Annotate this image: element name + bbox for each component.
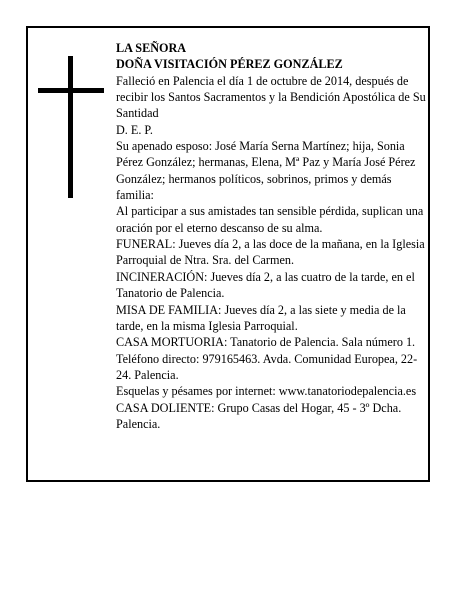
title-line-1: LA SEÑORA <box>116 41 187 55</box>
family-list: Su apenado esposo: José María Serna Martínez; hija, Sonia Pérez González; hermanas, Elena, Mª Paz y María José Pérez González; hermanos políticos, sobrinos, primos y demás familia: <box>116 139 416 203</box>
funeral-home-info: CASA MORTUORIA: Tanatorio de Palencia. Sala número 1. Teléfono directo: 979165463. Avda. Comunidad Europea, 22-24. Palencia. <box>116 335 418 382</box>
dep-line: D. E. P. <box>116 122 153 137</box>
notice-text <box>116 40 428 432</box>
cross-horizontal-bar <box>38 88 104 93</box>
family-home-info: CASA DOLIENTE: Grupo Casas del Hogar, 45 - 3º Dcha. Palencia. <box>116 400 402 431</box>
death-announcement: Falleció en Palencia el día 1 de octubre de 2014, después de recibir los Santos Sacramentos y la Bendición Apostólica de Su Santidad <box>116 73 426 121</box>
prayer-request: Al participar a sus amistades tan sensible pérdida, suplican una oración por el eterno descanso de su alma. <box>116 204 424 235</box>
family-mass-info: MISA DE FAMILIA: Jueves día 2, a las siete y media de la tarde, en la misma Iglesia Parroquial. <box>116 302 406 333</box>
cremation-info: INCINERACIÓN: Jueves día 2, a las cuatro de la tarde, en el Tanatorio de Palencia. <box>116 269 415 301</box>
deceased-name: DOÑA VISITACIÓN PÉREZ GONZÁLEZ <box>116 57 343 72</box>
funeral-info: FUNERAL: Jueves día 2, a las doce de la mañana, en la Iglesia Parroquial de Ntra. Sra. del Carmen. <box>116 237 425 268</box>
cross-vertical-bar <box>68 56 73 198</box>
obituary-notice <box>26 26 430 482</box>
condolences-info: Esquelas y pésames por internet: www.tanatoriodepalencia.es <box>116 384 417 399</box>
